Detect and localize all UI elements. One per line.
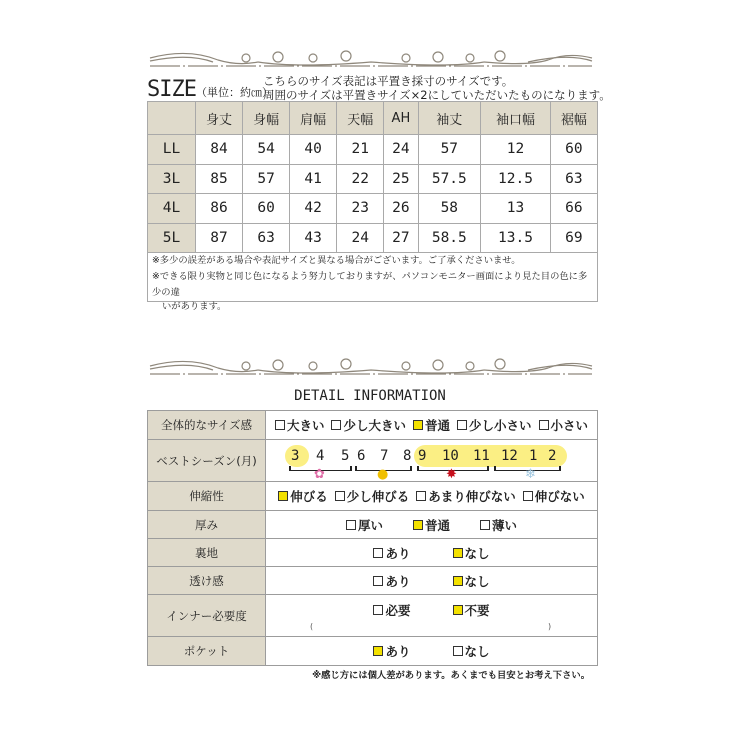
cell: 24 [384, 135, 418, 165]
month-label: 6 [357, 447, 366, 464]
row-label: ポケット [148, 637, 266, 666]
size-table [147, 101, 598, 253]
cell: 12 [481, 135, 551, 165]
cell: 40 [290, 135, 337, 165]
option-thick: 厚い [346, 516, 383, 534]
month-label: 11 [473, 447, 490, 464]
cell: 12.5 [481, 164, 551, 194]
size-footer-notes [147, 249, 598, 312]
size-label: 3L [148, 164, 196, 194]
month-label: 4 [316, 447, 325, 464]
option-group [266, 487, 597, 505]
table-row [148, 164, 598, 194]
sunflower-icon: ● [377, 466, 389, 482]
cell: 85 [196, 164, 243, 194]
option-group [266, 416, 597, 434]
cell: 27 [384, 223, 418, 253]
size-table-header [148, 102, 598, 135]
cell: 69 [550, 223, 597, 253]
cell: 21 [337, 135, 384, 165]
checkbox-icon [331, 420, 341, 430]
option-normal: 普通 [413, 516, 450, 534]
cell: 84 [196, 135, 243, 165]
maple-leaf-icon: ✸ [446, 466, 457, 482]
month-label: 5 [341, 447, 350, 464]
cell: 86 [196, 194, 243, 224]
row-label: 伸縮性 [148, 482, 266, 511]
cherry-blossom-icon: ✿ [314, 466, 325, 482]
checkbox-icon [453, 646, 463, 656]
option-group [266, 642, 597, 660]
checkbox-checked-icon [413, 520, 423, 530]
checkbox-checked-icon [278, 491, 288, 501]
option-small: 小さい [539, 416, 589, 434]
cell: 25 [384, 164, 418, 194]
ornament-divider-top [148, 48, 594, 70]
row-label: インナー必要度 [148, 595, 266, 637]
column-header: 肩幅 [290, 102, 337, 135]
cell: 66 [550, 194, 597, 224]
checkbox-checked-icon [453, 576, 463, 586]
detail-row-inner-needed [148, 595, 598, 637]
season-timeline [266, 441, 597, 481]
detail-row-pocket [148, 637, 598, 666]
column-header: 袖口幅 [481, 102, 551, 135]
checkbox-checked-icon [413, 420, 423, 430]
cell: 63 [243, 223, 290, 253]
option-slightly-stretches: 少し伸びる [335, 487, 410, 505]
detail-title: DETAIL INFORMATION [294, 388, 446, 404]
option-group [266, 601, 597, 619]
cell: 60 [550, 135, 597, 165]
column-header [148, 102, 196, 135]
checkbox-icon [480, 520, 490, 530]
option-yes: あり [373, 544, 410, 562]
option-group [266, 516, 597, 534]
row-label: 厚み [148, 511, 266, 539]
cell: 58 [418, 194, 481, 224]
size-note-2: 周囲のサイズは平置きサイズ×2にしていただいたものになります。 [263, 88, 611, 102]
detail-row-lining [148, 539, 598, 567]
cell: 87 [196, 223, 243, 253]
detail-row-stretch [148, 482, 598, 511]
option-normal: 普通 [413, 416, 450, 434]
column-header: 天幅 [337, 102, 384, 135]
cell: 57 [418, 135, 481, 165]
detail-row-size-feel [148, 411, 598, 440]
checkbox-checked-icon [373, 646, 383, 656]
month-label: 9 [418, 447, 427, 464]
month-label: 7 [380, 447, 389, 464]
row-label: 透け感 [148, 567, 266, 595]
size-note-1: こちらのサイズ表記は平置き採寸のサイズです。 [263, 74, 514, 88]
checkbox-icon [373, 605, 383, 615]
table-row [148, 194, 598, 224]
cell: 63 [550, 164, 597, 194]
column-header: 裾幅 [550, 102, 597, 135]
column-header: 身丈 [196, 102, 243, 135]
option-stretches: 伸びる [278, 487, 328, 505]
cell: 13 [481, 194, 551, 224]
checkbox-icon [346, 520, 356, 530]
checkbox-checked-icon [453, 548, 463, 558]
detail-row-thickness [148, 511, 598, 539]
cell: 26 [384, 194, 418, 224]
cell: 58.5 [418, 223, 481, 253]
option-slightly-large: 少し大きい [331, 416, 406, 434]
option-group [266, 544, 597, 562]
detail-table [147, 410, 598, 666]
detail-footer-note: ※感じ方には個人差があります。あくまでも目安とお考え下さい。 [312, 670, 590, 681]
checkbox-icon [275, 420, 285, 430]
checkbox-checked-icon [453, 605, 463, 615]
cell: 57.5 [418, 164, 481, 194]
detail-row-best-season [148, 440, 598, 482]
cell: 24 [337, 223, 384, 253]
cell: 41 [290, 164, 337, 194]
option-no: なし [453, 544, 490, 562]
footer-note: ※多少の誤差がある場合や表記サイズと異なる場合がございます。ご了承くださいませ。 [152, 255, 521, 266]
row-label: 裏地 [148, 539, 266, 567]
footer-note: いがあります。 [162, 301, 227, 312]
option-yes: あり [373, 642, 410, 660]
column-header: 袖丈 [418, 102, 481, 135]
option-no: なし [453, 572, 490, 590]
footer-note: ※できる限り実物と同じ色になるよう努力しておりますが、パソコンモニター画面により見た目の色に多少の違 [152, 271, 588, 298]
option-yes: あり [373, 572, 410, 590]
option-slightly-small: 少し小さい [457, 416, 532, 434]
cell: 43 [290, 223, 337, 253]
cell: 42 [290, 194, 337, 224]
cell: 54 [243, 135, 290, 165]
option-no-stretch: 伸びない [523, 487, 585, 505]
checkbox-icon [373, 548, 383, 558]
option-thin: 薄い [480, 516, 517, 534]
column-header: AH [384, 102, 418, 135]
checkbox-icon [457, 420, 467, 430]
table-row [148, 135, 598, 165]
season-highlight [414, 445, 567, 467]
checkbox-icon [373, 576, 383, 586]
size-title: SIZE [147, 77, 196, 102]
option-group [266, 572, 597, 590]
cell: 60 [243, 194, 290, 224]
paren-left: ( [310, 622, 314, 631]
cell: 13.5 [481, 223, 551, 253]
option-needed: 必要 [373, 601, 410, 619]
option-barely-stretches: あまり伸びない [416, 487, 516, 505]
column-header: 身幅 [243, 102, 290, 135]
option-large: 大きい [275, 416, 325, 434]
month-label: 2 [548, 447, 557, 464]
snowflake-icon: ❄ [525, 466, 536, 482]
cell: 23 [337, 194, 384, 224]
checkbox-icon [539, 420, 549, 430]
month-label: 10 [442, 447, 459, 464]
paren-right: ) [548, 622, 552, 631]
detail-row-sheerness [148, 567, 598, 595]
cell: 57 [243, 164, 290, 194]
size-unit: （単位：約㎝） [196, 86, 273, 99]
checkbox-icon [523, 491, 533, 501]
month-label: 12 [501, 447, 518, 464]
cell: 22 [337, 164, 384, 194]
row-label: 全体的なサイズ感 [148, 411, 266, 440]
size-label: 4L [148, 194, 196, 224]
size-label: 5L [148, 223, 196, 253]
option-no: なし [453, 642, 490, 660]
option-not-needed: 不要 [453, 601, 490, 619]
checkbox-icon [416, 491, 426, 501]
month-label: 3 [291, 447, 300, 464]
month-label: 1 [529, 447, 538, 464]
size-label: LL [148, 135, 196, 165]
ornament-divider-bottom [148, 356, 594, 378]
checkbox-icon [335, 491, 345, 501]
month-label: 8 [403, 447, 412, 464]
row-label: ベストシーズン(月) [148, 440, 266, 482]
